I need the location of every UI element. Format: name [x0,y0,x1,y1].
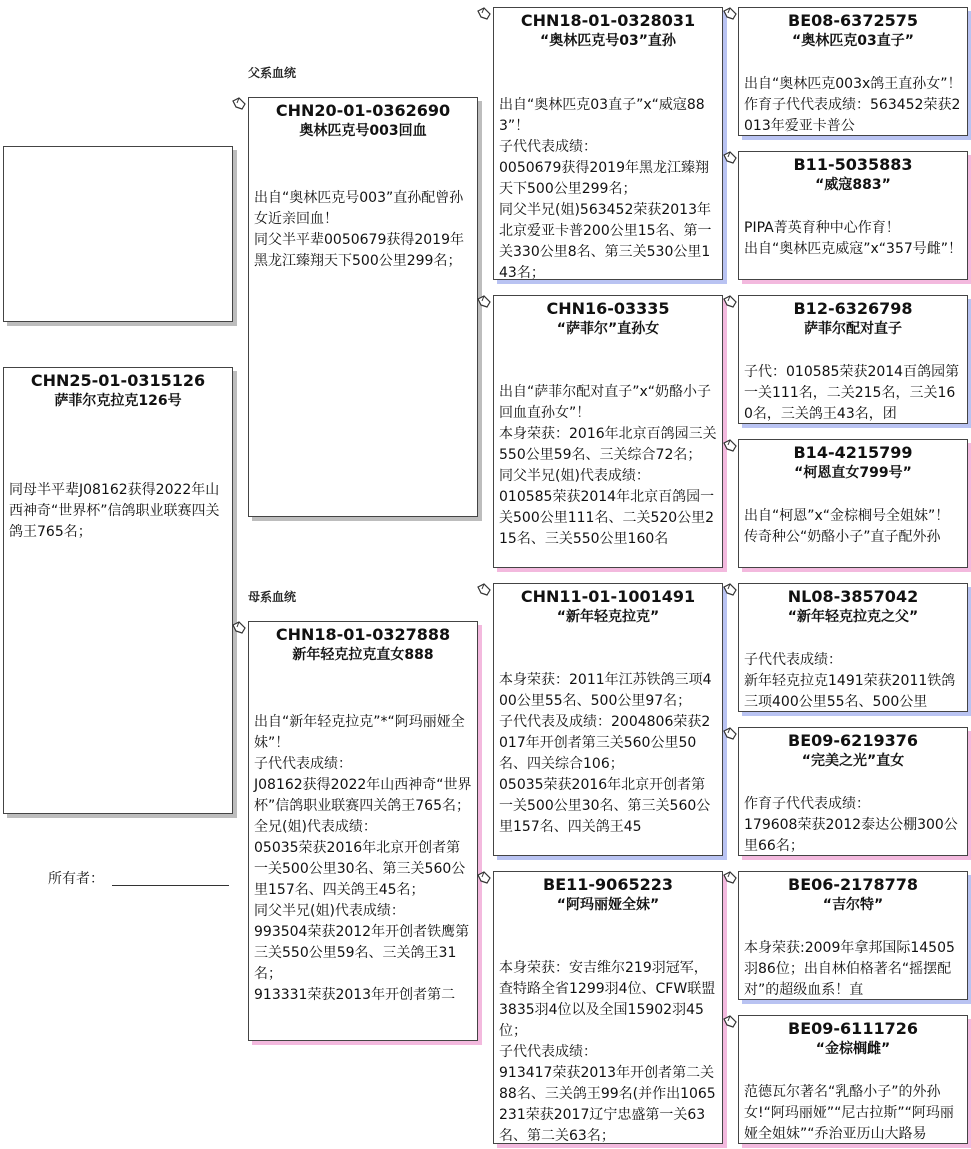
pointing-hand-icon[interactable] [723,726,738,741]
pointing-hand-icon[interactable] [723,582,738,597]
pigeon-name: 新年轻克拉克直女888 [292,647,434,663]
pigeon-description: 同母半平辈J08162获得2022年山西神奇“世界杯”信鸽职业联赛四关鸽王765名； [9,482,220,540]
subject-card[interactable] [3,367,233,814]
pigeon-name: “奥林匹克号03”直孙 [540,33,676,49]
dam-card[interactable] [248,621,478,1041]
pointing-hand-icon[interactable] [232,96,247,111]
sire-card[interactable] [248,97,478,517]
ring-number: CHN11-01-1001491 [520,587,696,606]
dsd-card[interactable] [738,727,968,856]
pigeon-description: 作育子代代表成绩： 179608荣获2012泰达公棚300公里66名； [744,796,958,854]
pigeon-name: “完美之光”直女 [801,753,905,769]
ddd-card[interactable] [738,1015,968,1144]
ring-number: BE09-6111726 [788,1019,918,1038]
pigeon-name: “金棕榈雌” [815,1041,891,1057]
pointing-hand-icon[interactable] [723,150,738,165]
ring-number: BE06-2178778 [788,875,918,894]
pigeon-description: 子代代表成绩： 新年轻克拉克1491荣获2011铁鸽三项400公里55名、500公里 [744,652,956,710]
pigeon-name: “新年轻克拉克” [556,609,660,625]
ring-number: BE09-6219376 [788,731,918,750]
sds-card[interactable] [738,295,968,424]
ring-number: B11-5035883 [793,155,913,174]
ring-number: CHN20-01-0362690 [275,101,451,120]
ring-number: BE08-6372575 [788,11,918,30]
pigeon-name: 奥林匹克号003回血 [299,123,427,139]
ring-number: NL08-3857042 [787,587,919,606]
dss-card[interactable] [738,583,968,712]
pigeon-description: 出自“奥林匹克号003”直孙配曾孙女近亲回血！ 同父半平辈0050679获得2019年黑龙江臻翔天下500公里299名； [254,190,464,269]
pointing-hand-icon[interactable] [723,6,738,21]
pigeon-name: 萨菲尔克拉克126号 [54,393,182,409]
pointing-hand-icon[interactable] [232,620,247,635]
pigeon-name: “奥林匹克03直子” [792,33,914,49]
pointing-hand-icon[interactable] [723,1014,738,1029]
pigeon-name: 萨菲尔配对直子 [804,321,902,337]
pigeon-name: “新年轻克拉克之父” [787,609,919,625]
pigeon-name: “吉尔特” [822,897,884,913]
sss-card[interactable] [738,7,968,136]
ssd-card[interactable] [738,151,968,280]
pigeon-description: 出自“新年轻克拉克”*“阿玛丽娅全妹”！ 子代代表成绩： J08162获得2022年山西神奇“世界杯”信鸽职业联赛四关鸽王765名； 全兄(姐)代表成绩： 05035荣获2016年北京开创者第一关500公里30名、第三关560公里157名、四关鸽王45名； 同父半兄(姐)代表成绩： 993504荣获2012年开创者铁鹰第三关550公里59名、三关鸽王31名； 913331荣获2013年开创者第二 [254,714,472,1003]
pigeon-description: 范德瓦尔著名“乳酪小子”的外孙女!“阿玛丽娅”“尼古拉斯”“阿玛丽娅全姐妹”“乔治亚历山大路易 [744,1084,954,1142]
sire-dam-card[interactable] [493,295,723,568]
photo-placeholder[interactable] [3,146,233,322]
pigeon-description: 出自“萨菲尔配对直子”x“奶酪小子回血直孙女”！ 本身荣获：2016年北京百鸽园三关550公里59名、三关综合72名； 同父半兄(姐)代表成绩： 010585荣获2014年北京百鸽园一关500公里111名、二关520公里215名、三关550公里160名 [499,384,717,547]
pointing-hand-icon[interactable] [477,582,492,597]
ring-number: CHN16-03335 [546,299,670,318]
pigeon-description: 本身荣获:2009年拿邦国际14505羽86位；出自林伯格著名“摇摆配对”的超级血系！直 [744,940,955,998]
pigeon-name: “萨菲尔”直孙女 [556,321,660,337]
sire-sire-card[interactable] [493,7,723,280]
pigeon-description: 出自“奥林匹克003x鸽王直孙女”！作育子代代表成绩：563452荣获2013年爱亚卡普公 [744,76,962,134]
pigeon-name: “柯恩直女799号” [794,465,912,481]
sdd-card[interactable] [738,439,968,568]
pointing-hand-icon[interactable] [723,438,738,453]
dam-line-label: 母系血统 [248,590,297,604]
owner-label: 所有者： [48,871,104,887]
sire-line-label: 父系血统 [248,66,297,80]
pointing-hand-icon[interactable] [723,870,738,885]
dds-card[interactable] [738,871,968,1000]
pigeon-description: 本身荣获：安吉维尔219羽冠军，查特路全省1299羽4位、CFW联盟3835羽4位以及全国15902羽45位； 子代代表成绩： 913417荣获2013年开创者第二关88名、三关鸽王99名(并作出1065231荣获2017辽宁忠盛第一关63名、第二关63名； [499,960,716,1144]
pigeon-name: “威寇883” [815,177,891,193]
pigeon-name: “阿玛丽娅全妹” [556,897,660,913]
pigeon-description: 出自“柯恩”x“金棕榈号全姐妹”！ 传奇种公“奶酪小子”直子配外孙 [744,508,950,545]
pointing-hand-icon[interactable] [723,294,738,309]
pigeon-description: 本身荣获：2011年江苏铁鸽三项400公里55名、500公里97名； 子代代表及成绩：2004806荣获2017年开创者第三关560公里50名、四关综合106； 05035荣获2016年北京开创者第一关500公里30名、第三关560公里157名、四关鸽王45 [499,672,712,835]
ring-number: B14-4215799 [793,443,913,462]
dam-sire-card[interactable] [493,583,723,856]
ring-number: CHN25-01-0315126 [30,371,206,390]
owner-signature-line[interactable] [112,885,229,886]
dam-dam-card[interactable] [493,871,723,1144]
pigeon-description: 出自“奥林匹克03直子”x“威寇883”！ 子代代表成绩： 0050679获得2019年黑龙江臻翔天下500公里299名； 同父半兄(姐)563452荣获2013年北京爱亚卡普200公里15名、第一关330公里8名、第三关530公里143名； [499,97,712,280]
pointing-hand-icon[interactable] [477,294,492,309]
pointing-hand-icon[interactable] [477,870,492,885]
ring-number: B12-6326798 [793,299,913,318]
ring-number: BE11-9065223 [543,875,673,894]
pigeon-description: PIPA菁英育种中心作育！ 出自“奥林匹克威寇”x“357号雌”！ [744,220,963,257]
ring-number: CHN18-01-0328031 [520,11,696,30]
pointing-hand-icon[interactable] [477,6,492,21]
ring-number: CHN18-01-0327888 [275,625,451,644]
pigeon-description: 子代：010585荣获2014百鸽园第一关111名，二关215名，三关160名，三关鸽王43名，团 [744,364,960,422]
